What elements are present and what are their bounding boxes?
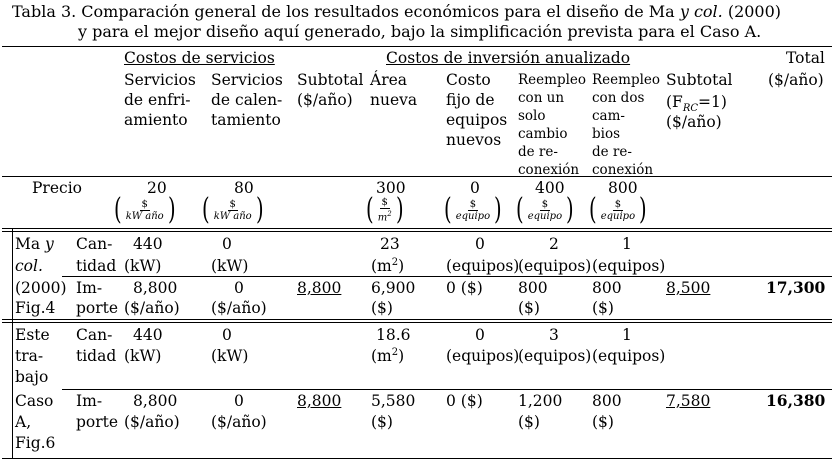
- ma-mid-rule: [62, 276, 832, 277]
- este-importe-subtotal1: 8,800: [297, 392, 342, 410]
- group-total: Total: [786, 49, 825, 67]
- header-rule: [2, 176, 832, 177]
- ma-importe-costo-fijo: 0 ($): [446, 279, 483, 297]
- precio-reempleo1-unit: ( $\frac{\$}{\text{equipo}}$ ): [516, 192, 574, 227]
- precio-reempleo1-value: 400: [535, 179, 565, 197]
- section-rule-2: [2, 322, 832, 323]
- precio-enfriamiento-value: 20: [147, 179, 167, 197]
- top-rule: [2, 46, 832, 47]
- precio-area-value: 300: [376, 179, 406, 197]
- left-border: [12, 228, 13, 459]
- precio-area-unit: ( $\frac{\$}{m^2}$ ): [366, 192, 404, 227]
- group-inversion: Costos de inversión anualizado: [386, 49, 631, 67]
- precio-costo-fijo-unit: ( $\frac{\$}{\text{equipo}}$ ): [444, 192, 502, 227]
- precio-reempleo2-value: 800: [608, 179, 638, 197]
- precio-reempleo2-unit: ( $\frac{\$}{\text{equipo}}$ ): [589, 192, 647, 227]
- ma-importe-subtotal1: 8,800: [297, 279, 342, 297]
- precio-costo-fijo-value: 0: [470, 179, 480, 197]
- total-unit: ($/año): [768, 71, 824, 89]
- precio-calentamiento-unit: ( $\frac{\$}{\text{kW año}}$ ): [202, 192, 264, 227]
- bottom-rule: [2, 458, 832, 459]
- group-servicios: Costos de servicios: [124, 49, 275, 67]
- price-rule-2: [2, 231, 832, 232]
- precio-enfriamiento-unit: ( $\frac{\$}{\text{kW año}}$ ): [114, 192, 176, 227]
- ma-importe-total: 17,300: [766, 278, 826, 297]
- caption-line-2: y para el mejor diseño aquí generado, bajo la simplificación prevista para el Caso A.: [78, 22, 762, 41]
- caption-line-1: Tabla 3. Comparación general de los resultados económicos para el diseño de Ma y col. (2000): [12, 2, 782, 21]
- este-importe-costo-fijo: 0 ($): [446, 392, 483, 410]
- este-importe-total: 16,380: [766, 391, 826, 410]
- este-mid-rule: [62, 389, 832, 390]
- ma-importe-subtotal2: 8,500: [666, 279, 711, 297]
- precio-label: Precio: [32, 179, 82, 197]
- este-importe-subtotal2: 7,580: [666, 392, 711, 410]
- section-rule-1: [2, 319, 832, 320]
- price-rule-1: [2, 228, 832, 229]
- precio-calentamiento-value: 80: [234, 179, 254, 197]
